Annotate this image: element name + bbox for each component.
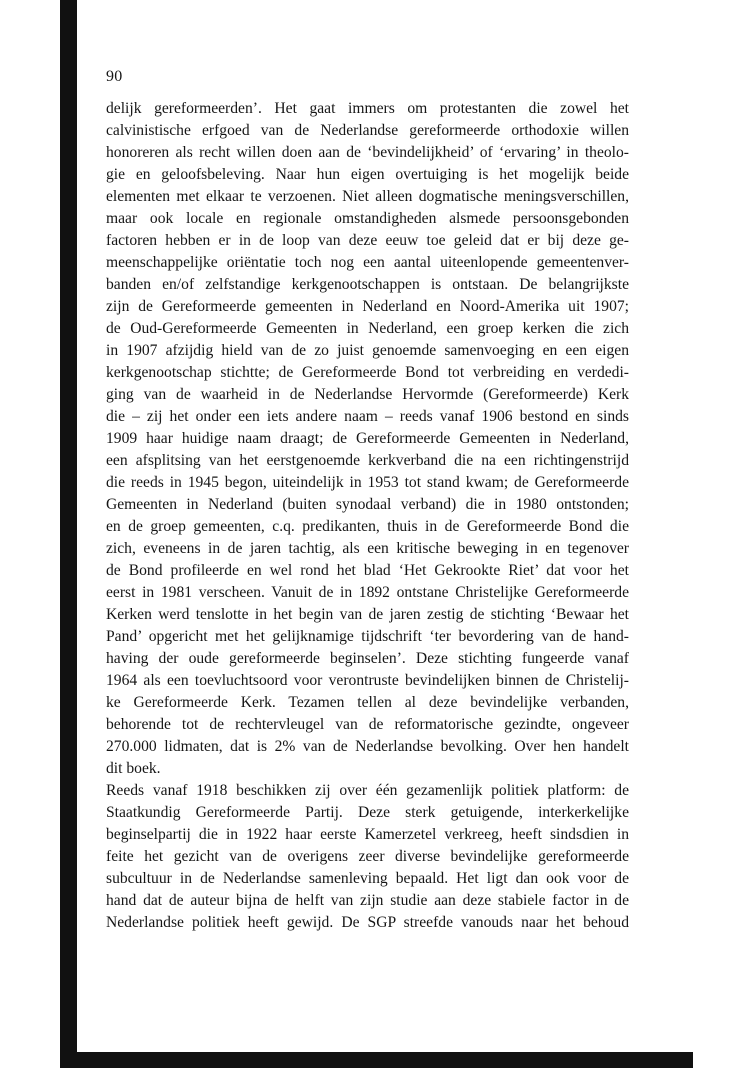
text-line: eerst in 1981 verscheen. Vanuit de in 1892 ontstane Christelijke Gereformeerde bbox=[106, 584, 629, 601]
text-line: Pand’ opgericht met het gelijknamige tijdschrift ‘ter bevordering van de hand- bbox=[106, 628, 629, 645]
text-line: ging van de waarheid in de Nederlandse Hervormde (Gereformeerde) Kerk bbox=[106, 386, 629, 403]
paragraph-2 bbox=[106, 780, 629, 934]
text-line: feite het gezicht van de overigens zeer diverse bevindelijke gereformeerde bbox=[106, 848, 629, 865]
text-line: behorende tot de rechtervleugel van de reformatorische gezindte, ongeveer bbox=[106, 716, 629, 733]
text-line: hand dat de auteur bijna de helft van zijn studie aan deze stabiele factor in de bbox=[106, 892, 629, 909]
text-line: in 1907 afzijdig hield van de zo juist genoemde samenvoeging en een eigen bbox=[106, 342, 629, 359]
text-line: banden en/of zelfstandige kerkgenootschappen is ontstaan. De belangrijkste bbox=[106, 276, 629, 293]
text-line: 1909 haar huidige naam draagt; de Gereformeerde Gemeenten in Nederland, bbox=[106, 430, 629, 447]
text-line: 270.000 lidmaten, dat is 2% van de Nederlandse bevolking. Over hen handelt bbox=[106, 738, 629, 755]
text-line: dit boek. bbox=[106, 760, 161, 777]
text-line: beginselpartij die in 1922 haar eerste Kamerzetel verkreeg, heeft sindsdien in bbox=[106, 826, 629, 843]
text-line: en de groep gemeenten, c.q. predikanten, thuis in de Gereformeerde Bond die bbox=[106, 518, 629, 535]
page-number: 90 bbox=[106, 68, 123, 85]
text-line: Staatkundig Gereformeerde Partij. Deze sterk getuigende, interkerkelijke bbox=[106, 804, 629, 821]
body-text bbox=[106, 98, 629, 934]
text-line: een afsplitsing van het eerstgenoemde kerkverband die na een richtingenstrijd bbox=[106, 452, 629, 469]
text-line: zijn de Gereformeerde gemeenten in Nederland en Noord-Amerika uit 1907; bbox=[106, 298, 629, 315]
text-line: meenschappelijke oriëntatie toch nog een aantal uiteenlopende gemeentenver- bbox=[106, 254, 629, 271]
text-line: subcultuur in de Nederlandse samenleving bepaald. Het ligt dan ook voor de bbox=[106, 870, 629, 887]
paragraph-1 bbox=[106, 98, 629, 780]
text-line: ke Gereformeerde Kerk. Tezamen tellen al deze bevindelijke verbanden, bbox=[106, 694, 629, 711]
text-line: delijk gereformeerden’. Het gaat immers om protestanten die zowel het bbox=[106, 100, 629, 117]
text-line: Kerken werd tenslotte in het begin van de jaren zestig de stichting ‘Bewaar het bbox=[106, 606, 629, 623]
text-line: die reeds in 1945 begon, uiteindelijk in 1953 tot stand kwam; de Gereformeerde bbox=[106, 474, 629, 491]
text-line: 1964 als een toevluchtsoord voor verontruste bevindelijken binnen de Christelij- bbox=[106, 672, 629, 689]
text-line: maar ook locale en regionale omstandigheden alsmede persoonsgebonden bbox=[106, 210, 629, 227]
text-line: de Bond profileerde en wel rond het blad ‘Het Gekrookte Riet’ dat voor het bbox=[106, 562, 629, 579]
text-line: elementen met elkaar te verzoenen. Niet alleen dogmatische meningsverschillen, bbox=[106, 188, 629, 205]
text-line: honoreren als recht willen doen aan de ‘bevindelijkheid’ of ‘ervaring’ in theolo- bbox=[106, 144, 629, 161]
text-line: kerkgenootschap stichtte; de Gereformeerde Bond tot verbreiding en verdedi- bbox=[106, 364, 629, 381]
text-line: die – zij het onder een iets andere naam – reeds vanaf 1906 bestond en sinds bbox=[106, 408, 629, 425]
text-line: Reeds vanaf 1918 beschikken zij over één gezamenlijk politiek platform: de bbox=[106, 782, 629, 799]
text-line: zich, eveneens in de jaren tachtig, als een kritische beweging in en tegenover bbox=[106, 540, 629, 557]
text-line: Gemeenten in Nederland (buiten synodaal verband) die in 1980 ontstonden; bbox=[106, 496, 629, 513]
text-line: gie en geloofsbeleving. Naar hun eigen overtuiging is het mogelijk beide bbox=[106, 166, 629, 183]
scan-border-bottom bbox=[60, 1052, 693, 1068]
text-line: calvinistische erfgoed van de Nederlandse gereformeerde orthodoxie willen bbox=[106, 122, 629, 139]
text-line: factoren hebben er in de loop van deze eeuw toe geleid dat er bij deze ge- bbox=[106, 232, 629, 249]
text-line: Nederlandse politiek heeft gewijd. De SGP streefde vanouds naar het behoud bbox=[106, 914, 629, 931]
text-line: having der oude gereformeerde beginselen’. Deze stichting fungeerde vanaf bbox=[106, 650, 629, 667]
text-line: de Oud-Gereformeerde Gemeenten in Nederland, een groep kerken die zich bbox=[106, 320, 629, 337]
scan-border-left bbox=[60, 0, 77, 1068]
